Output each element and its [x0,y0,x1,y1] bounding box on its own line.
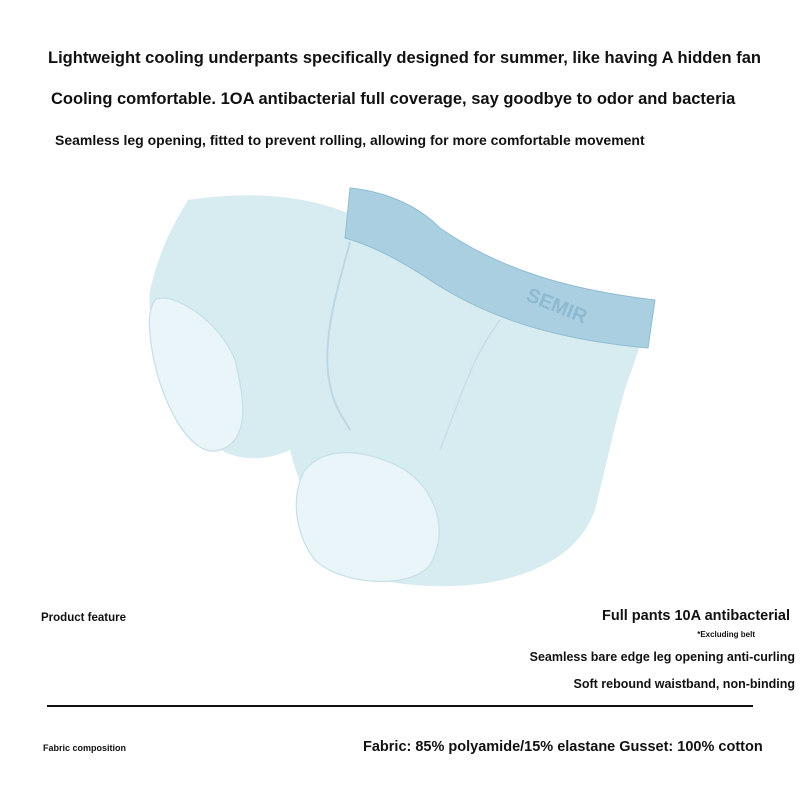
waistband-logo: SEMIR [523,284,591,329]
feature-antibacterial-note: *Excluding belt [697,630,755,639]
fabric-composition-label: Fabric composition [43,743,127,753]
fabric-composition-text: Fabric: 85% polyamide/15% elastane Gusset: 100% cotton [363,739,763,755]
divider [47,705,753,707]
product-image [140,170,660,600]
feature-antibacterial: Full pants 10A antibacterial [601,608,790,624]
feature-waistband: Soft rebound waistband, non-binding [573,677,795,691]
headline-line-1: Lightweight cooling underpants specifically designed for summer, like having A hidden fan [48,49,761,67]
headline-line-3: Seamless leg opening, fitted to prevent rolling, allowing for more comfortable movement [55,132,645,148]
product-feature-label: Product feature [41,612,126,624]
feature-leg-opening: Seamless bare edge leg opening anti-curling [529,650,795,664]
headline-line-2: Cooling comfortable. 1OA antibacterial full coverage, say goodbye to odor and bacteria [51,90,736,108]
